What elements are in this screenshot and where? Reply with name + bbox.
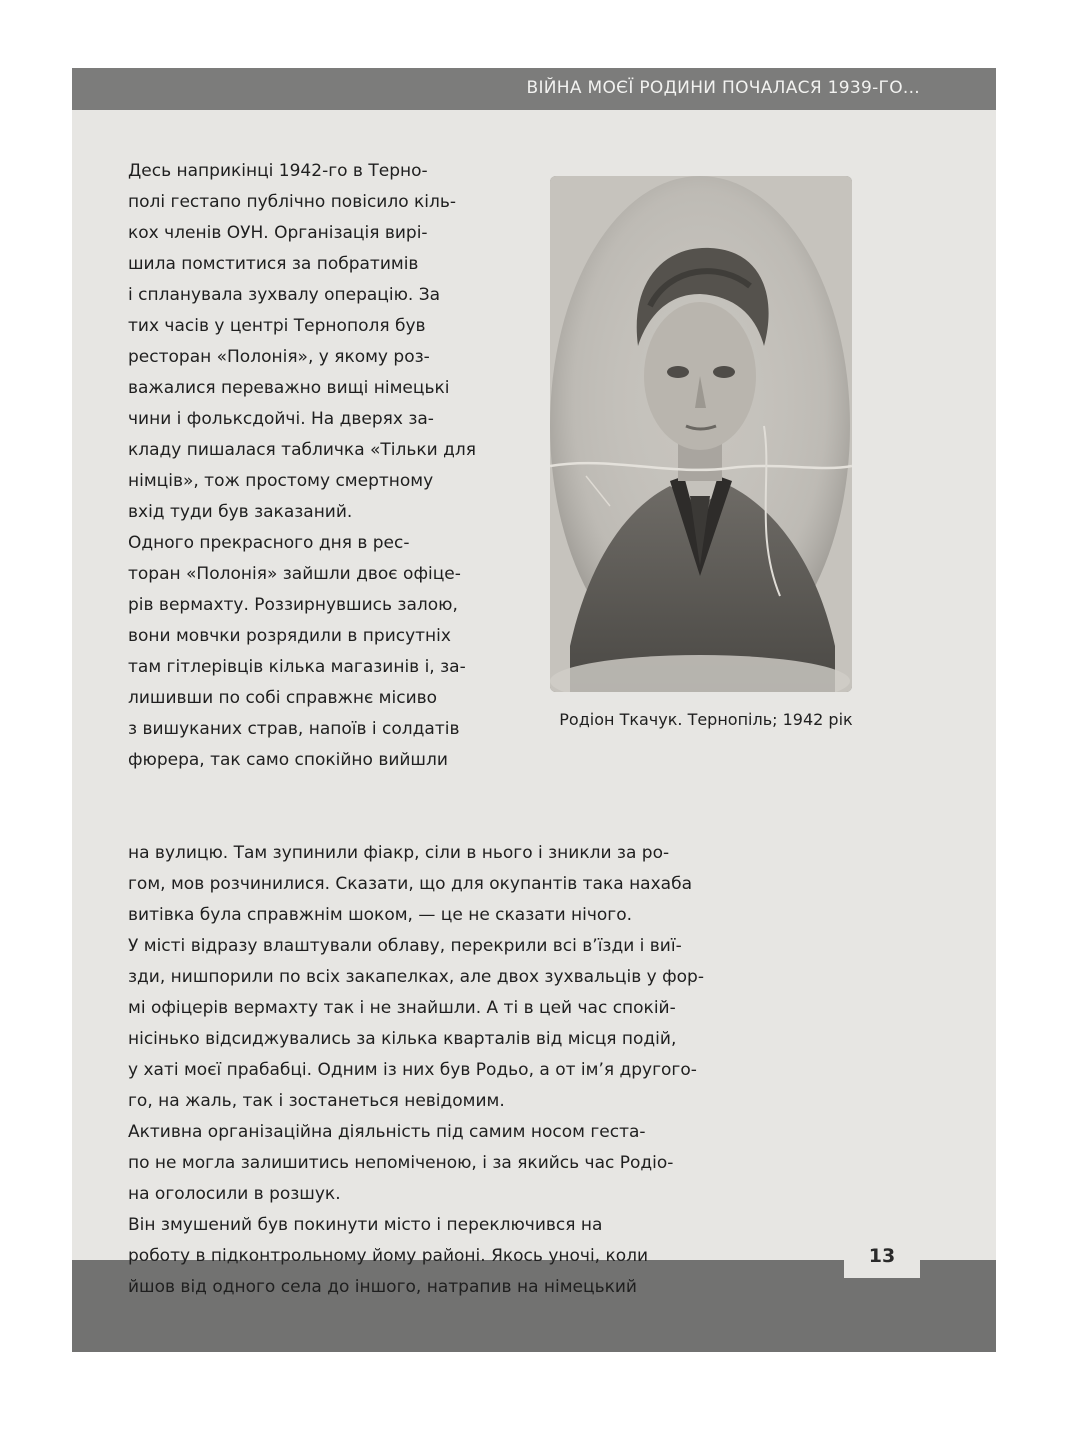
portrait-illustration [550, 176, 852, 692]
text-line: на вулицю. Там зупинили фіакр, сіли в нього і зникли за ро- [128, 843, 670, 863]
book-page [72, 68, 996, 1352]
text-line: го, на жаль, так і зостанеться невідомим. [128, 1091, 505, 1111]
text-line: Він змушений був покинути місто і переключився на [128, 1215, 603, 1235]
text-line: тих часів у центрі Тернополя був [128, 316, 426, 336]
portrait-photo [550, 176, 852, 692]
text-line: роботу в підконтрольному йому районі. Якось уночі, коли [128, 1246, 649, 1266]
text-line: по не могла залишитись непоміченою, і за якийсь час Родіо- [128, 1153, 674, 1173]
text-line: кох членів ОУН. Організація вирі- [128, 223, 428, 243]
text-line: Десь наприкінці 1942-го в Терно- [128, 161, 428, 181]
text-line: витівка була справжнім шоком, — це не сказати нічого. [128, 905, 633, 925]
text-line: ресторан «Полонія», у якому роз- [128, 347, 430, 367]
text-line: торан «Полонія» зайшли двоє офіце- [128, 564, 461, 584]
text-line: Одного прекрасного дня в рес- [128, 533, 410, 553]
text-line: вони мовчки розрядили в присутніх [128, 626, 451, 646]
text-line: полі гестапо публічно повісило кіль- [128, 192, 457, 212]
text-line: німців», тож простому смертному [128, 471, 434, 491]
page-number: 13 [844, 1234, 920, 1278]
text-column-left [128, 156, 558, 776]
text-line: йшов від одного села до іншого, натрапив на німецький [128, 1277, 637, 1297]
text-line: лишивши по собі справжнє місиво [128, 688, 438, 708]
text-line: мі офіцерів вермахту так і не знайшли. А ті в цей час спокій- [128, 998, 676, 1018]
text-line: з вишуканих страв, напоїв і солдатів [128, 719, 460, 739]
text-line: У місті відразу влаштували облаву, перекрили всі в’їзди і виї- [128, 936, 682, 956]
text-line: шила помститися за побратимів [128, 254, 419, 274]
text-line: Активна організаційна діяльність під самим носом геста- [128, 1122, 646, 1142]
text-column-full [128, 838, 754, 1303]
text-line: чини і фольксдойчі. На дверях за- [128, 409, 434, 429]
text-line: гом, мов розчинилися. Сказати, що для окупантів така нахаба [128, 874, 692, 894]
running-head: ВІЙНА МОЄЇ РОДИНИ ПОЧАЛАСЯ 1939-ГО... [526, 78, 920, 98]
photo-caption: Родіон Ткачук. Тернопіль; 1942 рік [559, 710, 853, 729]
right-margin-strip [920, 110, 996, 1352]
text-line: фюрера, так само спокійно вийшли [128, 750, 448, 770]
text-line: у хаті моєї прабабці. Одним із них був Родьо, а от ім’я другого- [128, 1060, 697, 1080]
text-line: на оголосили в розшук. [128, 1184, 341, 1204]
text-line: і спланувала зухвалу операцію. За [128, 285, 441, 305]
header-band [72, 68, 996, 110]
text-line: нісінько відсиджувались за кілька кварталів від місця подій, [128, 1029, 677, 1049]
text-line: кладу пишалася табличка «Тільки для [128, 440, 476, 460]
text-line: там гітлерівців кілька магазинів і, за- [128, 657, 466, 677]
text-line: зди, нишпорили по всіх закапелках, але двох зухвальців у фор- [128, 967, 704, 987]
text-line: вхід туди був заказаний. [128, 502, 353, 522]
text-line: важалися переважно вищі німецькі [128, 378, 450, 398]
text-line: рів вермахту. Роззирнувшись залою, [128, 595, 458, 615]
